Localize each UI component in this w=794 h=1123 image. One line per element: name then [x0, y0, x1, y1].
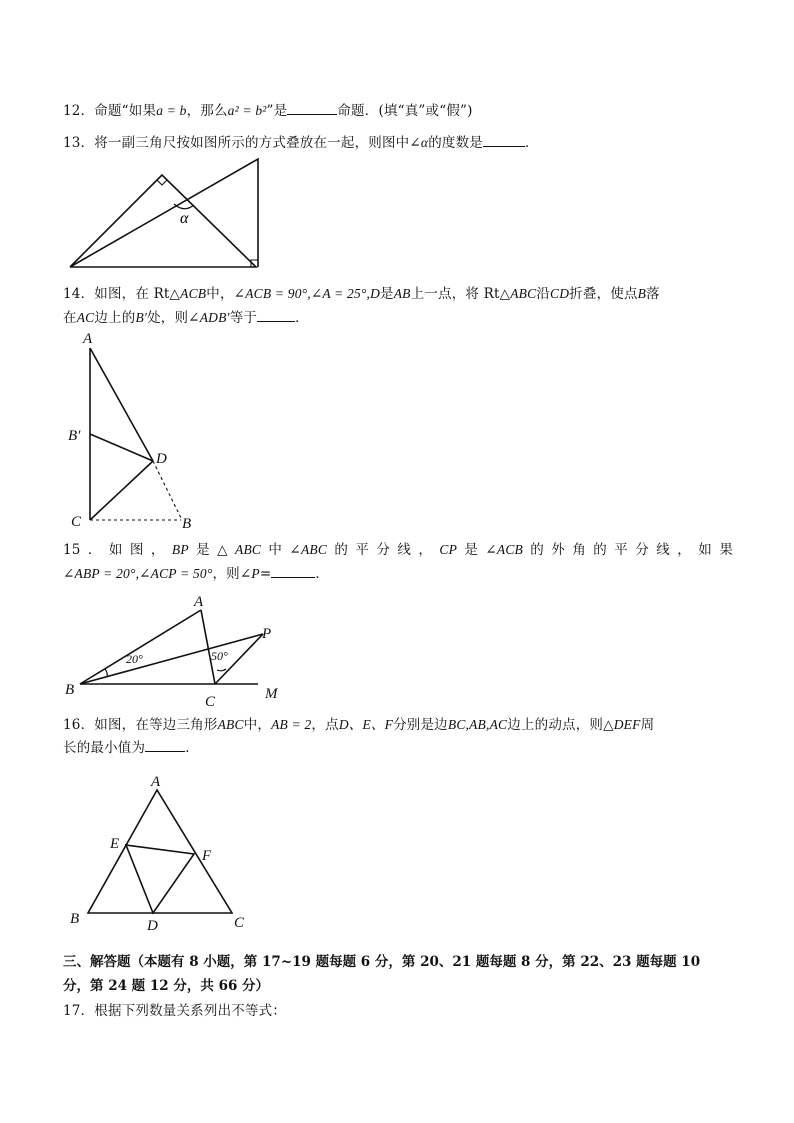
q16-answer-blank[interactable]: [145, 737, 185, 752]
q14-text-7: 落: [646, 286, 660, 302]
q14-segment-CD: [90, 461, 153, 520]
q14-label-C: C: [71, 514, 82, 530]
q14-text-6: 折叠，使点: [569, 286, 638, 302]
q16-math-3: D、E、F: [338, 717, 394, 732]
q16-math-2: AB = 2: [271, 717, 312, 732]
q16-math-5: DEF: [613, 717, 641, 732]
q16-label-A: A: [151, 774, 161, 790]
q15-label-A: A: [194, 594, 204, 610]
q13-answer-blank[interactable]: [483, 132, 525, 147]
q15-text-6: 的外角的平分线，如果: [522, 542, 734, 558]
q14-math-5: CD: [550, 286, 570, 301]
q15-text-5: 是∠: [457, 542, 497, 558]
q15-angle-arc-50: [217, 669, 226, 671]
q16-label-E: E: [110, 836, 120, 852]
q15-math-2: ABC: [235, 542, 262, 557]
q14-text-2: 中，∠: [206, 286, 246, 302]
q14-line-1: [63, 282, 733, 306]
q15-label-M: M: [265, 686, 278, 702]
q14-math-2: ACB = 90°,∠A = 25°,D: [245, 286, 381, 301]
q15-angle-label-20: 20°: [126, 652, 143, 666]
q15-line-2: [63, 562, 733, 586]
q14-math-3: AB: [393, 286, 411, 301]
q15-math-4: CP: [439, 542, 458, 557]
q14-figure: [62, 328, 212, 533]
q16-line-1: [63, 713, 733, 737]
question-12: [63, 99, 733, 123]
q16-label-F: F: [202, 848, 212, 864]
q14-segment-BpD: [90, 434, 153, 461]
q16-math-4: BC,AB,AC: [447, 717, 508, 732]
q15-answer-blank[interactable]: [271, 563, 315, 578]
q13-right-angle-mark-top: [157, 180, 167, 185]
q14-text-1: 14．如图，在 Rt△: [63, 286, 181, 302]
q12-number: 12．: [63, 103, 95, 119]
q15-math-7: P: [251, 566, 260, 581]
q14-text-11: 等于: [229, 310, 258, 326]
question-16: [63, 713, 733, 760]
q16-math-1: ABC: [217, 717, 244, 732]
q14-answer-blank[interactable]: [257, 307, 295, 322]
q13-isosceles-triangle: [70, 175, 256, 267]
q14-line-2: [63, 306, 733, 330]
q14-math-6: B: [637, 286, 647, 301]
q13-text-1: 将一副三角尺按如图所示的方式叠放在一起，则图中∠: [94, 135, 421, 151]
q14-text-8: 在: [63, 310, 77, 326]
q16-label-D: D: [147, 918, 158, 934]
q15-figure: [60, 588, 300, 710]
q13-30-60-triangle: [70, 159, 258, 267]
q13-alpha-label: α: [180, 210, 189, 227]
q14-math-4: ABC: [510, 286, 537, 301]
q16-triangle-DEF: [126, 845, 194, 913]
q14-label-Bprime: B′: [68, 428, 81, 444]
q15-text-8: ，则∠: [212, 566, 252, 582]
q15-math-6: ABP = 20°,∠ACP = 50°: [74, 566, 213, 581]
q15-label-P: P: [262, 626, 272, 642]
section-3-line-2: 分，第 24 题 12 分，共 66 分）: [63, 978, 270, 994]
q12-text-1: 命题“如果: [94, 103, 157, 119]
q16-label-B: B: [70, 911, 80, 927]
q15-angle-label-50: 50°: [211, 649, 228, 663]
q16-figure: [62, 770, 262, 940]
q14-text-5: 沿: [536, 286, 551, 302]
q17-text: 17．根据下列数量关系列出不等式：: [63, 1003, 287, 1019]
q13-math-1: α: [420, 135, 429, 150]
q15-text-1: 15．如图，: [63, 542, 172, 558]
q14-math-1: ACB: [180, 286, 207, 301]
q15-math-5: ACB: [496, 542, 523, 557]
question-15: [63, 538, 733, 586]
q14-text-10: 处，则∠: [147, 310, 200, 326]
q14-segment-AD: [90, 348, 153, 461]
q16-text-7: 长的最小值为: [63, 740, 146, 756]
q12-text-2: ，那么: [186, 103, 228, 119]
q15-line-1: [63, 538, 733, 562]
q15-text-10: ．: [315, 566, 330, 582]
q14-math-7: AC: [76, 310, 95, 325]
q15-math-1: BP: [171, 542, 189, 557]
q16-text-6: 周: [640, 717, 655, 733]
q12-math-2: a² = b²: [227, 103, 267, 118]
q13-number: 13．: [63, 135, 95, 151]
q12-text-3: ”是: [266, 103, 288, 119]
q16-text-4: 分别是边: [393, 717, 448, 733]
q16-text-3: ，点: [311, 717, 339, 733]
q12-answer-blank[interactable]: [287, 100, 337, 115]
section-3-line-1: 三、解答题（本题有 8 小题，第 17~19 题每题 6 分，第 20、21 题每题 8 分，第 22、23 题每题 10: [63, 954, 701, 970]
q16-label-C: C: [234, 915, 245, 931]
q14-math-8: B′: [135, 310, 148, 325]
q15-math-3: ABC: [300, 542, 328, 557]
q14-math-9: ADB′: [199, 310, 230, 325]
q15-label-B: B: [65, 682, 75, 698]
q14-label-A: A: [83, 331, 93, 347]
q12-math-1: a = b: [156, 103, 187, 118]
q14-text-3: 是: [380, 286, 394, 302]
q14-label-D: D: [156, 451, 167, 467]
q16-text-1: 16．如图，在等边三角形: [63, 717, 218, 733]
q16-text-5: 边上的动点，则△: [507, 717, 614, 733]
q16-text-8: ．: [185, 740, 199, 756]
q15-angle-arc-20: [105, 669, 107, 677]
q14-text-12: ．: [295, 310, 309, 326]
q13-text-3: ．: [525, 135, 539, 151]
q15-segment-BA: [80, 610, 201, 684]
q15-text-4: 的平分线，: [327, 542, 440, 558]
q12-text-4: 命题．(填“真”或“假”): [337, 103, 473, 119]
section-3-heading: [63, 950, 743, 998]
q15-text-9: =: [259, 566, 272, 582]
q15-label-C: C: [205, 694, 216, 710]
q16-line-2: [63, 737, 733, 760]
q14-text-4: 上一点，将 Rt△: [410, 286, 511, 302]
question-14: [63, 282, 733, 330]
q14-text-9: 边上的: [94, 310, 136, 326]
q15-text-2: 是△: [188, 542, 236, 558]
q16-text-2: 中，: [243, 717, 272, 733]
q15-text-3: 中∠: [261, 542, 301, 558]
question-17: [63, 1000, 733, 1023]
q14-dashed-DB: [153, 461, 181, 518]
q14-label-B: B: [182, 516, 192, 532]
q13-text-2: 的度数是: [428, 135, 484, 151]
q13-figure: [60, 152, 270, 274]
q15-text-7: ∠: [63, 566, 75, 582]
